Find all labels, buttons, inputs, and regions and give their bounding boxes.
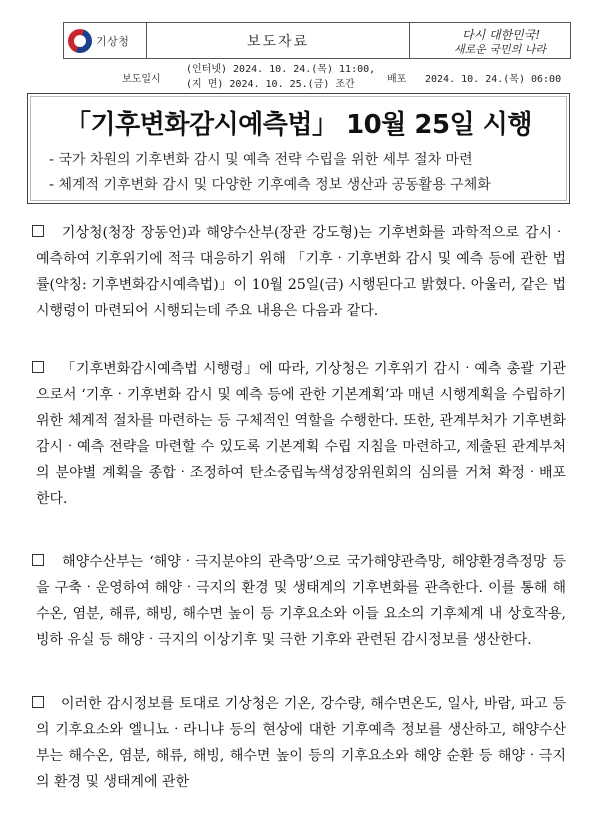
bullet-square-icon bbox=[32, 361, 44, 373]
headline-box bbox=[27, 93, 570, 204]
distribution-label: 배포 bbox=[387, 74, 407, 85]
agency-name: 기상청 bbox=[96, 35, 130, 48]
slogan-line-1: 다시 대한민국! bbox=[462, 28, 541, 42]
body-paragraph bbox=[36, 549, 566, 653]
body-paragraph bbox=[36, 691, 566, 795]
release-label: 보도일시 bbox=[122, 74, 161, 85]
headline-subtitle: - 국가 차원의 기후변화 감시 및 예측 전략 수립을 위한 세부 절차 마련 bbox=[49, 152, 473, 168]
document-type-title: 보도자료 bbox=[246, 34, 310, 50]
header-divider bbox=[409, 23, 410, 58]
bullet-square-icon bbox=[32, 696, 44, 708]
release-info bbox=[0, 62, 597, 92]
paragraph-text: 이러한 감시정보를 토대로 기상청은 기온, 강수량, 해수면온도, 일사, 바람, 파고 등의 기후요소와 엘니뇨‧라니냐 등의 현상에 대한 기후예측 정보를 생산하고, 해양수산부는 해수온, 염분, 해류, 해빙, 해수면 높이 등의 기후요소와 해양 순환 등 해양‧극지의 환경 및 생태계에 관한 bbox=[36, 696, 566, 790]
release-times bbox=[186, 62, 375, 92]
print-release-time: (지 면) 2024. 10. 25.(금) 조간 bbox=[186, 79, 355, 90]
paragraph-text: 「기후변화감시예측법 시행령」에 따라, 기상청은 기후위기 감시‧예측 총괄 기관으로서 ‘기후‧기후변화 감시 및 예측 등에 관한 기본계획’과 매년 시행계획을 수립하기 위한 체계적 절차를 마련하는 등 구체적인 역할을 수행한다. 또한, 관계부처가 기후변화 감시‧예측 전략을 마련할 수 있도록 기본계획 수립 지침을 마련하고, 제출된 관계부처의 분야별 계획을 종합‧조정하여 탄소중립녹색성장위원회의 심의를 거쳐 확정‧배포한다. bbox=[36, 361, 567, 507]
headline-title: 「기후변화감시예측법」 10월 25일 시행 bbox=[64, 110, 533, 140]
body-paragraph bbox=[36, 220, 566, 324]
government-emblem-icon bbox=[68, 29, 92, 53]
body-paragraph bbox=[36, 356, 566, 512]
paragraph-text: 해양수산부는 ‘해양‧극지분야의 관측망’으로 국가해양관측망, 해양환경측정망 등을 구축‧운영하여 해양‧극지의 환경 및 생태계의 기후변화를 관측한다. 이를 통해 해수온, 염분, 해류, 해빙, 해수면 높이 등 기후요소와 이들 요소의 기후체계 내 상호작용, 빙하 유실 등 해양‧극지의 이상기후 및 극한 기후와 관련된 감시정보를 생산한다. bbox=[36, 554, 566, 648]
paragraph-text: 기상청(청장 장동언)과 해양수산부(장관 강도형)는 기후변화를 과학적으로 감시‧예측하여 기후위기에 적극 대응하기 위해 「기후‧기후변화 감시 및 예측 등에 관한 법률(약칭: 기후변화감시예측법)」이 10월 25일(금) 시행된다고 밝혔다. 아울러, 같은 법 시행령이 마련되어 시행되는데 주요 내용은 다음과 같다. bbox=[36, 225, 566, 319]
slogan-calligraphy-icon bbox=[414, 25, 564, 57]
headline-subtitle: - 체계적 기후변화 감시 및 다양한 기후예측 정보 생산과 공동활용 구체화 bbox=[49, 177, 491, 193]
bullet-square-icon bbox=[32, 225, 44, 237]
bullet-square-icon bbox=[32, 554, 44, 566]
agency-logo bbox=[68, 29, 129, 53]
press-header bbox=[63, 22, 571, 59]
slogan-line-2: 새로운 국민의 나라 bbox=[454, 43, 547, 56]
online-release-time: (인터넷) 2024. 10. 24.(목) 11:00, bbox=[186, 64, 376, 75]
distribution-time: 2024. 10. 24.(목) 06:00 bbox=[425, 74, 562, 85]
